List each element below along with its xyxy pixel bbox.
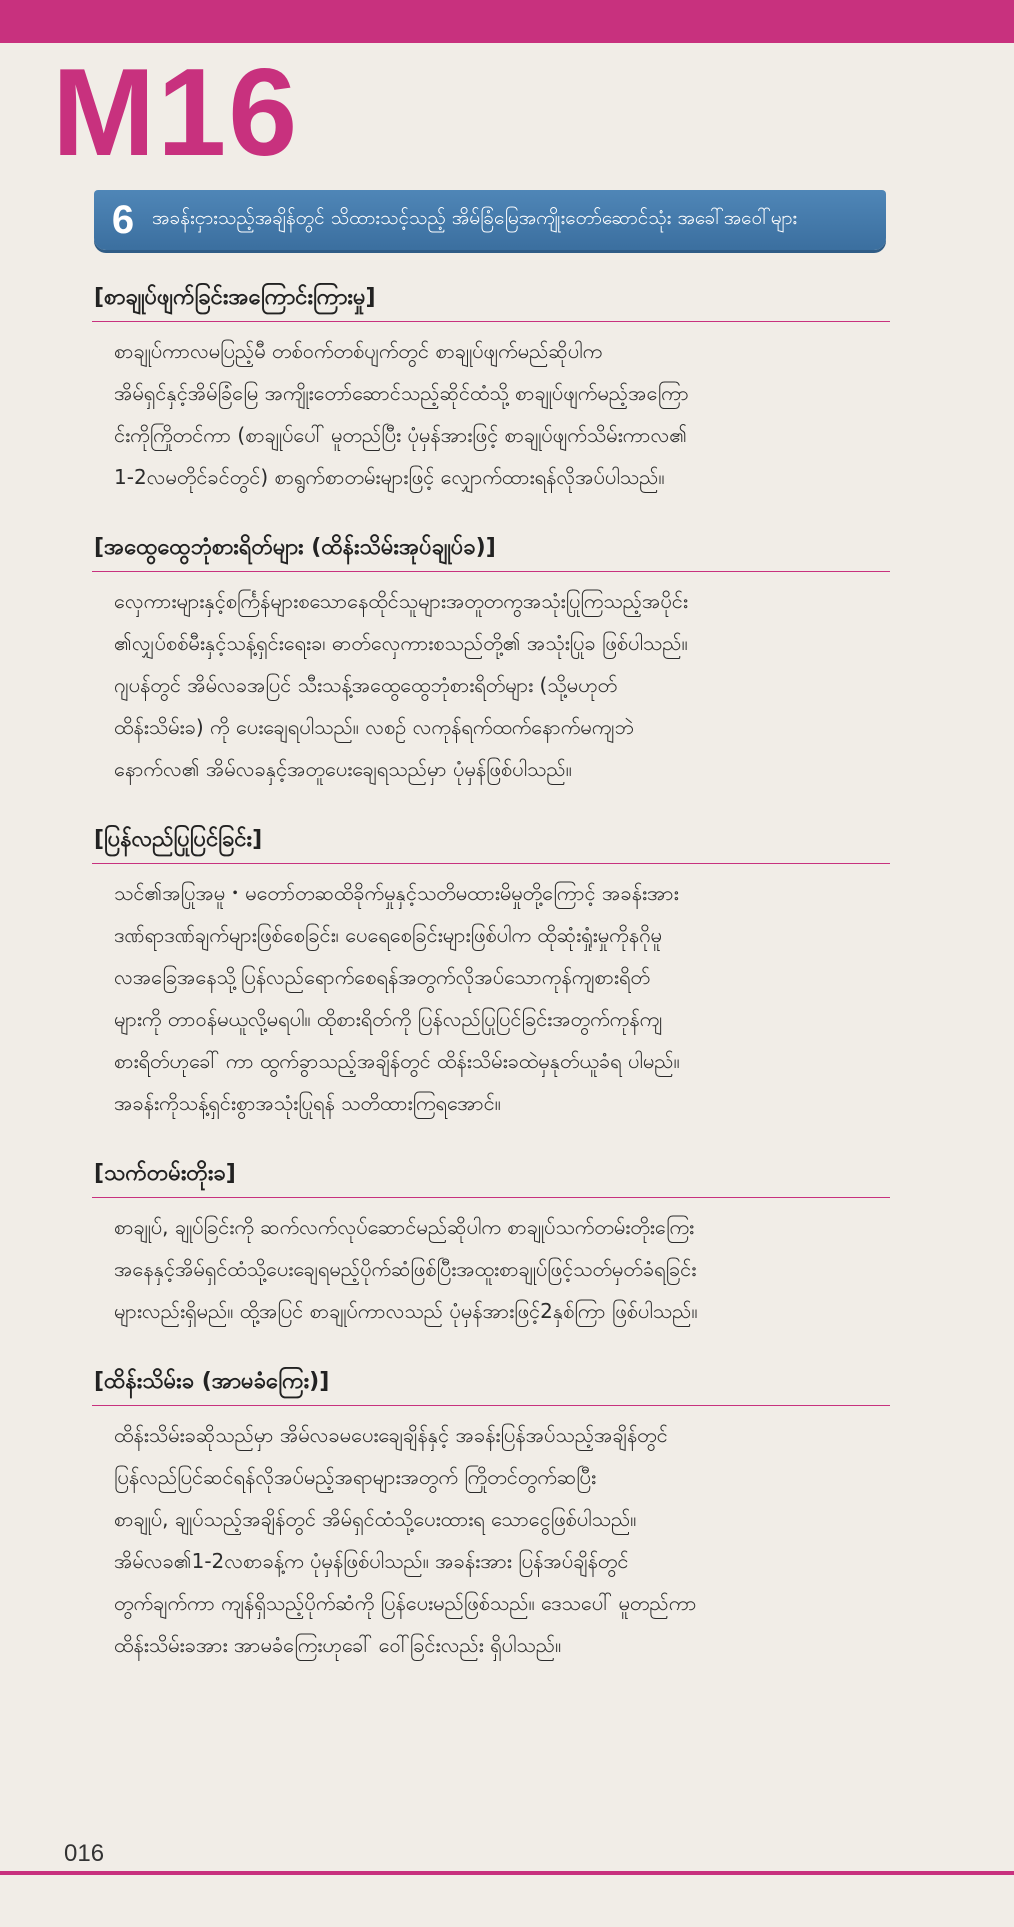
block-heading: [စာချုပ်ဖျက်ခြင်းအကြောင်းကြားမှု]	[92, 278, 890, 322]
paragraph-line: လှေကားများနှင့်စင်္ကြန်များစသောနေထိုင်သူများအတူတကွအသုံးပြုကြသည့်အပိုင်း	[114, 589, 688, 613]
paragraph-line: အိမ်ရှင်နှင့်အိမ်ခြံမြေ အကျိုးတော်ဆောင်သည့်ဆိုင်ထံသို့ စာချုပ်ဖျက်မည့်အကြော	[114, 381, 689, 405]
paragraph-line: လအခြေအနေသို့ပြန်လည်ရောက်စေရန်အတွက်လိုအပ်သောကုန်ကျစားရိတ်	[114, 965, 650, 989]
paragraph-line: အိမ်လခ၏1-2လစာခန့်က ပုံမှန်ဖြစ်ပါသည်။ အခန်းအား ပြန်အပ်ချိန်တွင်	[114, 1549, 629, 1573]
paragraph-line: စာချုပ်, ချုပ်သည့်အချိန်တွင် အိမ်ရှင်ထံသို့ပေးထားရ သောငွေဖြစ်ပါသည်။	[114, 1507, 637, 1531]
block-common-fees	[92, 528, 890, 790]
paragraph-line: အနေနှင့်အိမ်ရှင်ထံသို့ပေးချေရမည့်ပိုက်ဆံဖြစ်ပြီးအထူးစာချုပ်ဖြင့်သတ်မှတ်ခံရခြင်း	[114, 1257, 697, 1281]
paragraph-line: င်းကိုကြိုတင်ကာ (စာချုပ်ပေါ် မူတည်ပြီး ပုံမှန်အားဖြင့် စာချုပ်ဖျက်သိမ်းကာလ၏	[114, 423, 688, 447]
bottom-accent-rule	[0, 1871, 1014, 1875]
paragraph-line: စာချုပ်, ချုပ်ခြင်းကို ဆက်လက်လုပ်ဆောင်မည်ဆိုပါက စာချုပ်သက်တမ်းတိုးကြေး	[114, 1215, 695, 1239]
content-area	[92, 278, 890, 1696]
paragraph-line: ပြန်လည်ပြင်ဆင်ရန်လိုအပ်မည့်အရာများအတွက် ကြိုတင်တွက်ဆပြီး	[114, 1465, 597, 1489]
section-banner	[94, 190, 886, 250]
block-restoration	[92, 820, 890, 1124]
paragraph-line: များကို တာဝန်မယူလို့မရပါ။ ထိုစားရိတ်ကို ပြန်လည်ပြုပြင်ခြင်းအတွက်ကုန်ကျ	[114, 1007, 663, 1031]
block-deposit	[92, 1362, 890, 1666]
paragraph-line: စားရိတ်ဟုခေါ် ကာ ထွက်ခွာသည့်အချိန်တွင် ထိန်းသိမ်းခထဲမှနုတ်ယူခံရ ပါမည်။	[114, 1049, 680, 1073]
section-title: အခန်းငှားသည့်အချိန်တွင် သိထားသင့်သည့် အိမ်ခြံမြေအကျိုးတော်ဆောင်သုံး အခေါ်အဝေါ်များ	[152, 207, 798, 229]
block-heading: [ပြန်လည်ပြုပြင်ခြင်း]	[92, 820, 890, 864]
paragraph-line: များလည်းရှိမည်။ ထို့အပြင် စာချုပ်ကာလသည် ပုံမှန်အားဖြင့်2နှစ်ကြာ ဖြစ်ပါသည်။	[114, 1299, 698, 1323]
block-renewal-fee	[92, 1154, 890, 1332]
page-code: M16	[52, 44, 300, 182]
paragraph-line: တွက်ချက်ကာ ကျန်ရှိသည့်ပိုက်ဆံကို ပြန်ပေးမည်ဖြစ်သည်။ ဒေသပေါ် မူတည်ကာ	[114, 1591, 697, 1615]
paragraph-line: ထိန်းသိမ်းခ) ကို ပေးချေရပါသည်။ လစဉ် လကုန်ရက်ထက်နောက်မကျဘဲ	[114, 715, 634, 739]
section-number: 6	[111, 197, 135, 242]
paragraph-line: စာချုပ်ကာလမပြည့်မီ တစ်ဝက်တစ်ပျက်တွင် စာချုပ်ဖျက်မည်ဆိုပါက	[114, 339, 603, 363]
block-heading: [အထွေထွေဘုံစားရိတ်များ (ထိန်းသိမ်းအုပ်ချုပ်ခ)]	[92, 528, 890, 572]
top-accent-bar	[0, 0, 1014, 43]
page-number: 016	[64, 1840, 105, 1867]
block-contract-cancellation	[92, 278, 890, 498]
paragraph-line: သင်၏အပြုအမူ・မတော်တဆထိခိုက်မှုနှင့်သတိမထားမိမှုတို့ကြောင့် အခန်းအား	[114, 881, 679, 905]
paragraph-line: ဂျပန်တွင် အိမ်လခအပြင် သီးသန့်အထွေထွေဘုံစားရိတ်များ (သို့မဟုတ်	[114, 673, 618, 697]
paragraph-line: ၏လျှပ်စစ်မီးနှင့်သန့်ရှင်းရေးခ၊ ဓာတ်လှေကားစသည်တို့၏ အသုံးပြုခ ဖြစ်ပါသည်။	[114, 631, 688, 655]
paragraph-line: ဒဏ်ရာဒဏ်ချက်များဖြစ်စေခြင်း၊ ပေရေစေခြင်းများဖြစ်ပါက ထိုဆုံးရှုံးမှုကိုနဂိုမူ	[114, 923, 662, 947]
paragraph-line: ထိန်းသိမ်းခဆိုသည်မှာ အိမ်လခမပေးချေချိန်နှင့် အခန်းပြန်အပ်သည့်အချိန်တွင်	[114, 1423, 668, 1447]
paragraph-line: 1-2လမတိုင်ခင်တွင်) စာရွက်စာတမ်းများဖြင့် လျှောက်ထားရန်လိုအပ်ပါသည်။	[114, 465, 665, 489]
block-heading: [သက်တမ်းတိုးခ]	[92, 1154, 890, 1198]
paragraph-line: ထိန်းသိမ်းခအား အာမခံကြေးဟုခေါ် ဝေါ်ခြင်းလည်း ရှိပါသည်။	[114, 1633, 562, 1657]
paragraph-line: အခန်းကိုသန့်ရှင်းစွာအသုံးပြုရန် သတိထားကြရအောင်။	[114, 1091, 501, 1115]
block-heading: [ထိန်းသိမ်းခ (အာမခံကြေး)]	[92, 1362, 890, 1406]
paragraph-line: နောက်လ၏ အိမ်လခနှင့်အတူပေးချေရသည်မှာ ပုံမှန်ဖြစ်ပါသည်။	[114, 757, 572, 781]
